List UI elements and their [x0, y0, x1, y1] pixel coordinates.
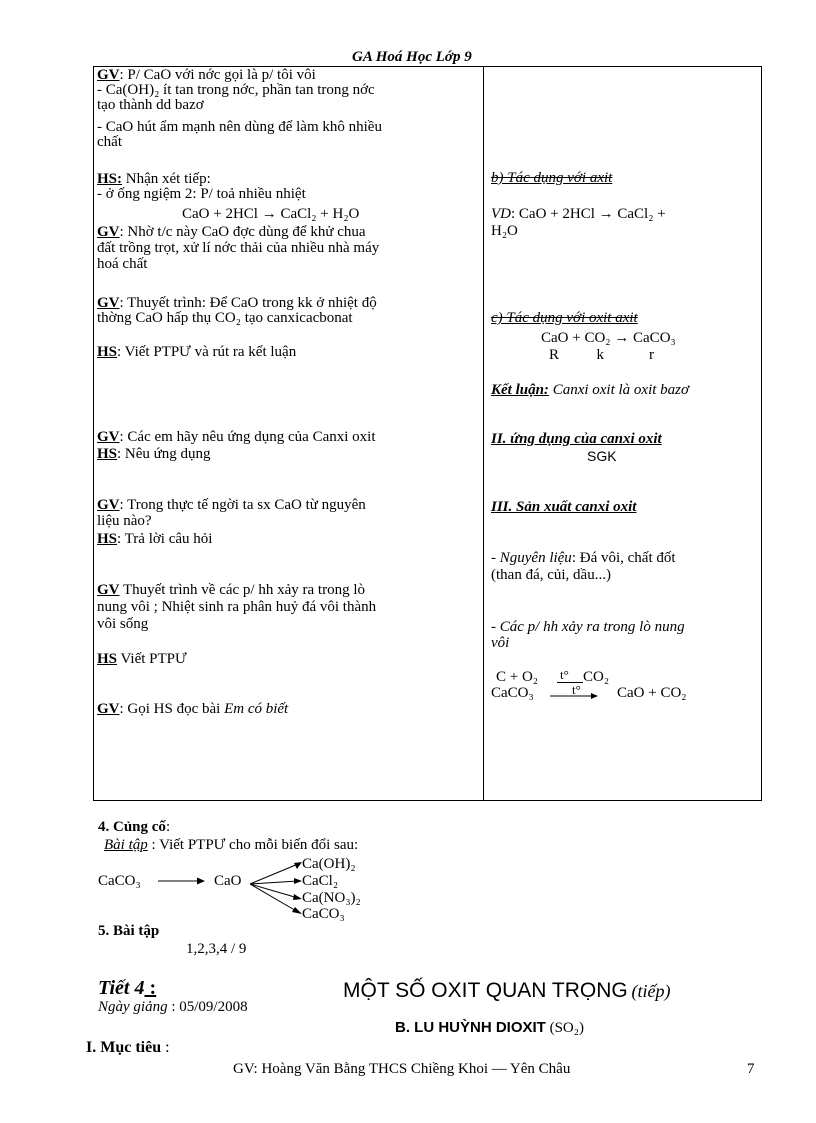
hs-line-5: HS Viết PTPƯ [97, 651, 187, 667]
gv-line-6: GV Thuyết trình về các p/ hh xảy ra trong lò [97, 582, 365, 598]
left-line-11: hoá chất [97, 256, 148, 272]
equation-cao-co2: CaO + CO₂ → CaCO₃ [541, 330, 676, 346]
scheme-start: CaCO₃ [98, 873, 141, 889]
product-4: CaCO₃ [302, 906, 345, 922]
left-line-7: - ở ống ngiệm 2: P/ toả nhiều nhiệt [97, 186, 306, 202]
gv-line-2: GV: Nhờ t/c này CaO đợc dùng để khử chua [97, 224, 366, 240]
conclusion: Kết luận: Canxi oxit là oxit bazơ [491, 382, 690, 398]
objectives-heading: I. Mục tiêu : [86, 1039, 170, 1056]
page-number: 7 [747, 1061, 755, 1077]
vd-line: VD: CaO + 2HCl → CaCl₂ + [491, 206, 666, 222]
homework-heading: 5. Bài tập [98, 923, 160, 939]
gv-line-7: GV: Gọi HS đọc bài Em có biết [97, 701, 289, 717]
left-line-4: - CaO hút ẩm mạnh nên dùng để làm khô nhiều [97, 119, 382, 135]
hs-line-1: HS: Nhận xét tiếp: [97, 171, 211, 187]
state-labels: R k r [549, 347, 654, 363]
left-line-19: liệu nào? [97, 513, 152, 529]
lesson-subtitle: B. LU HUỲNH DIOXIT (SO₂) [395, 1019, 584, 1036]
product-1: Ca(OH)₂ [302, 856, 356, 872]
equation-c-o2-condition: t° [560, 667, 569, 682]
equation-c-o2-left: C + O₂ [496, 669, 539, 685]
left-line-23: vôi sống [97, 616, 149, 632]
homework-items: 1,2,3,4 / 9 [186, 941, 247, 957]
reactions-line: - Các p/ hh xảy ra trong lò nung [491, 619, 685, 635]
left-line-3: tạo thành dd bazơ [97, 97, 204, 113]
consolidation-heading: 4. Củng cố: [98, 819, 171, 835]
materials-line: - Nguyên liệu: Đá vôi, chất đốt [491, 550, 676, 566]
gv-line-3: GV: Thuyết trình: Để CaO trong kk ở nhiệt độ [97, 295, 377, 311]
equation-caco3-right: CaO + CO₂ [617, 685, 687, 701]
gv-line-5: GV: Trong thực tế ngời ta sx CaO từ nguyên [97, 497, 366, 513]
equation-cao-hcl: CaO + 2HCl → CaCl₂ + H₂O [182, 206, 360, 222]
reactions-line-2: vôi [491, 635, 510, 651]
equation-caco3-condition: t° [572, 682, 581, 697]
sgk-reference: SGK [587, 448, 617, 464]
section-b-heading: b) Tác dụng với axit [491, 170, 613, 186]
left-line-5: chất [97, 134, 122, 150]
section-ii-heading: II. ứng dụng của canxi oxit [491, 431, 662, 447]
scheme-mid: CaO [214, 873, 242, 889]
section-iii-heading: III. Sản xuất canxi oxit [491, 499, 637, 515]
equation-caco3-left: CaCO₃ [491, 685, 534, 701]
left-line-22: nung vôi ; Nhiệt sinh ra phân huỷ đá vôi thành [97, 599, 377, 615]
equation-caco3-arrow [550, 692, 598, 700]
table-column-divider [483, 66, 484, 801]
exercise-prompt: Bài tập : Viết PTPƯ cho mỗi biến đổi sau: [104, 837, 359, 853]
section-c-heading: c) Tác dụng với oxit axit [491, 310, 638, 326]
hs-line-2: HS: Viết PTPƯ và rút ra kết luận [97, 344, 297, 360]
hs-line-3: HS: Nêu ứng dụng [97, 446, 211, 462]
left-line-2: - Ca(OH)₂ ít tan trong nớc, phần tan trong nớc [97, 82, 375, 98]
product-2: CaCl₂ [302, 873, 339, 889]
product-3: Ca(NO₃)₂ [302, 890, 361, 906]
lesson-number: Tiết 4 : [98, 977, 157, 999]
page-footer: GV: Hoàng Văn Bằng THCS Chiềng Khoi — Yên Châu [233, 1061, 571, 1077]
scheme-branch-arrows [248, 858, 304, 918]
lesson-date: Ngày giảng : 05/09/2008 [98, 999, 248, 1015]
lesson-title: MỘT SỐ OXIT QUAN TRỌNG (tiếp) [343, 979, 671, 1002]
left-line-13: thờng CaO hấp thụ CO₂ tạo canxicacbonat [97, 310, 353, 326]
equation-c-o2-right: CO₂ [583, 669, 610, 685]
vd-line-2: H₂O [491, 223, 518, 239]
gv-line-4: GV: Các em hãy nêu ứng dụng của Canxi oxit [97, 429, 376, 445]
page-header-title: GA Hoá Học Lớp 9 [352, 49, 472, 65]
scheme-arrow-main [158, 876, 206, 886]
gv-line-1: GV: P/ CaO với nớc gọi là p/ tôi vôi [97, 67, 316, 83]
hs-line-4: HS: Trả lời câu hỏi [97, 531, 213, 547]
left-line-10: đất trồng trọt, xử lí nớc thải của nhiều nhà máy [97, 240, 380, 256]
materials-line-2: (than đá, củi, dầu...) [491, 567, 611, 583]
